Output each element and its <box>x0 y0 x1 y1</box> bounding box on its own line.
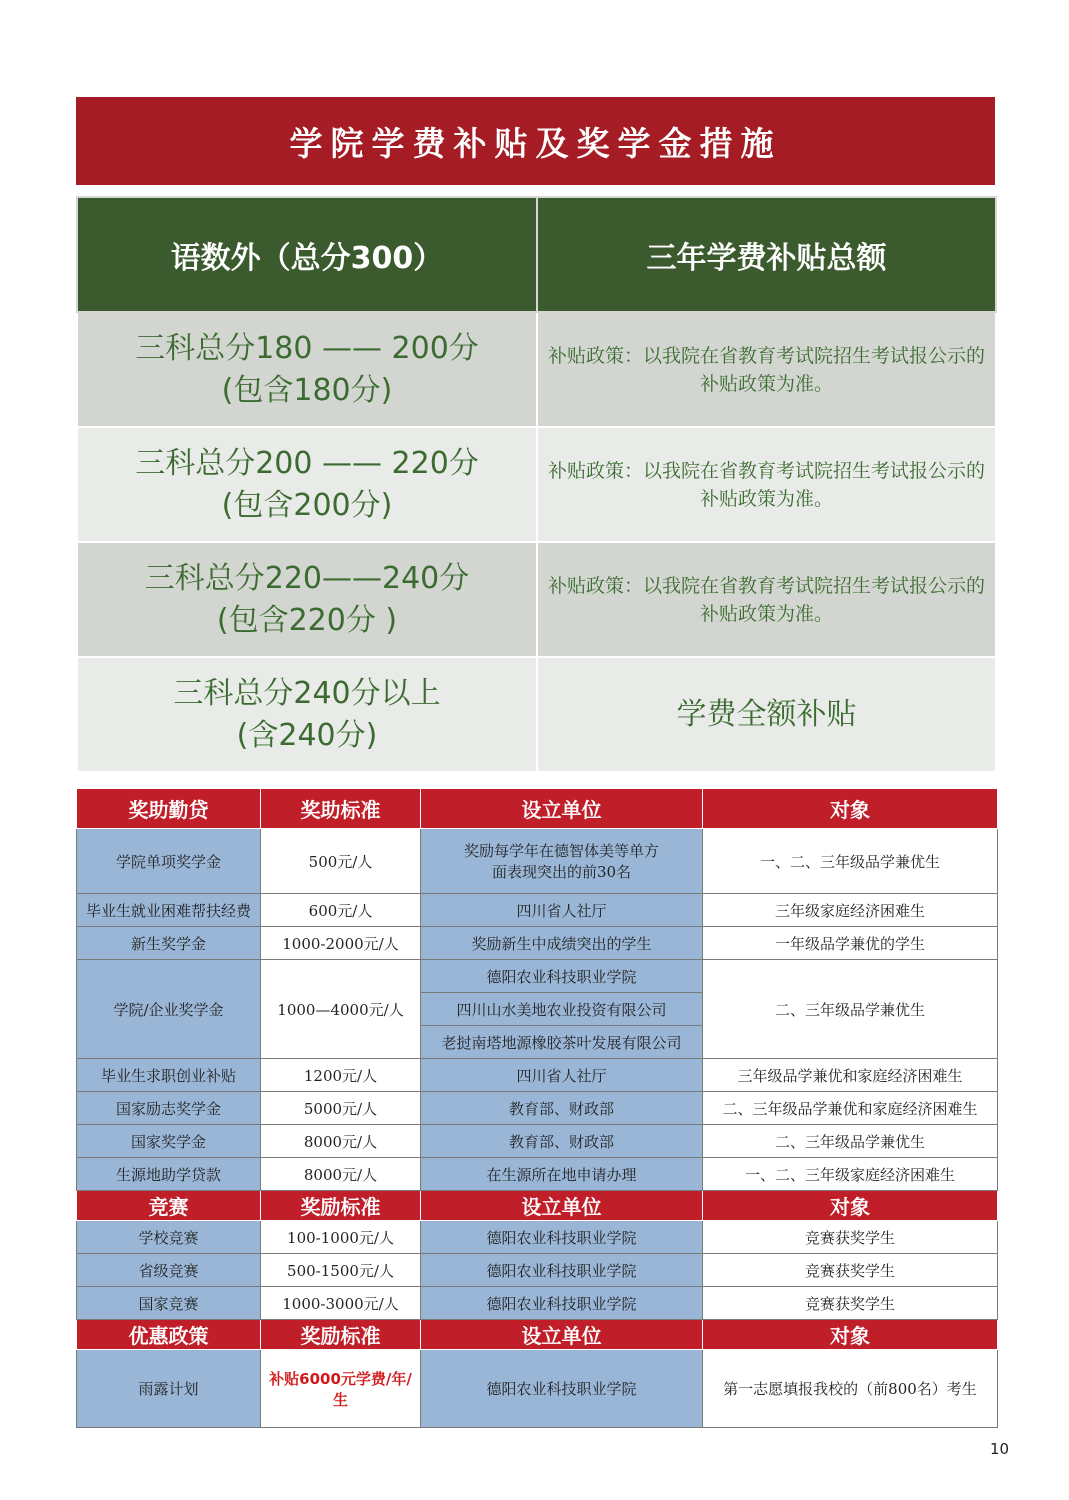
award-target: 二、三年级品学兼优和家庭经济困难生 <box>703 1092 998 1125</box>
header-cell: 设立单位 <box>421 1191 703 1221</box>
header-cell: 优惠政策 <box>77 1320 261 1350</box>
award-name: 雨露计划 <box>77 1350 261 1428</box>
awards-header-row <box>77 789 998 829</box>
award-target: 二、三年级品学兼优生 <box>703 960 998 1059</box>
award-unit: 教育部、财政部 <box>421 1125 703 1158</box>
table-row <box>77 1221 998 1254</box>
table-row <box>77 1125 998 1158</box>
award-standard: 补贴6000元学费/年/生 <box>261 1350 421 1428</box>
header-cell: 奖助勤贷 <box>77 789 261 829</box>
table-row <box>77 1350 998 1428</box>
subsidy-table <box>76 196 997 773</box>
award-name: 新生奖学金 <box>77 927 261 960</box>
subsidy-score: 三科总分180 —— 200分 (包含180分) <box>77 312 537 427</box>
award-name: 国家竞赛 <box>77 1287 261 1320</box>
award-standard: 8000元/人 <box>261 1158 421 1191</box>
award-standard: 1000-2000元/人 <box>261 927 421 960</box>
subsidy-policy: 补贴政策：以我院在省教育考试院招生考试报公示的补贴政策为准。 <box>537 427 996 542</box>
subsidy-row <box>77 312 996 427</box>
award-name: 学校竞赛 <box>77 1221 261 1254</box>
award-name: 学院/企业奖学金 <box>77 960 261 1059</box>
table-row <box>77 1254 998 1287</box>
award-unit: 德阳农业科技职业学院 <box>421 1350 703 1428</box>
subsidy-header-amount: 三年学费补贴总额 <box>537 197 996 312</box>
awards-header-row <box>77 1320 998 1350</box>
award-name: 毕业生就业困难帮扶经费 <box>77 894 261 927</box>
table-row <box>77 1158 998 1191</box>
header-cell: 奖励标准 <box>261 1320 421 1350</box>
table-row <box>77 927 998 960</box>
header-cell: 奖助标准 <box>261 789 421 829</box>
award-standard: 500元/人 <box>261 829 421 894</box>
award-unit: 四川省人社厅 <box>421 1059 703 1092</box>
award-unit: 德阳农业科技职业学院 <box>421 1221 703 1254</box>
header-cell: 竞赛 <box>77 1191 261 1221</box>
subsidy-row <box>77 657 996 772</box>
award-name: 学院单项奖学金 <box>77 829 261 894</box>
award-standard: 1000—4000元/人 <box>261 960 421 1059</box>
award-unit: 德阳农业科技职业学院 <box>421 960 703 993</box>
awards-header-row <box>77 1191 998 1221</box>
award-standard: 100-1000元/人 <box>261 1221 421 1254</box>
subsidy-score: 三科总分200 —— 220分 (包含200分) <box>77 427 537 542</box>
award-name: 国家奖学金 <box>77 1125 261 1158</box>
award-unit: 德阳农业科技职业学院 <box>421 1254 703 1287</box>
award-target: 三年级品学兼优和家庭经济困难生 <box>703 1059 998 1092</box>
subsidy-row <box>77 542 996 657</box>
award-standard: 600元/人 <box>261 894 421 927</box>
subsidy-row <box>77 427 996 542</box>
award-standard: 1000-3000元/人 <box>261 1287 421 1320</box>
award-unit: 德阳农业科技职业学院 <box>421 1287 703 1320</box>
award-name: 生源地助学贷款 <box>77 1158 261 1191</box>
table-row <box>77 1287 998 1320</box>
award-unit: 奖励每学年在德智体美等单方面表现突出的前30名 <box>421 829 703 894</box>
table-row <box>77 1059 998 1092</box>
header-cell: 对象 <box>703 789 998 829</box>
header-cell: 设立单位 <box>421 1320 703 1350</box>
subsidy-policy: 学费全额补贴 <box>537 657 996 772</box>
award-target: 竞赛获奖学生 <box>703 1254 998 1287</box>
award-unit: 教育部、财政部 <box>421 1092 703 1125</box>
header-cell: 设立单位 <box>421 789 703 829</box>
award-unit: 四川省人社厅 <box>421 894 703 927</box>
award-target: 竞赛获奖学生 <box>703 1221 998 1254</box>
award-unit: 在生源所在地申请办理 <box>421 1158 703 1191</box>
table-row <box>77 1092 998 1125</box>
award-name: 毕业生求职创业补贴 <box>77 1059 261 1092</box>
header-cell: 对象 <box>703 1320 998 1350</box>
page-number: 10 <box>990 1440 1010 1458</box>
award-unit: 四川山水美地农业投资有限公司 <box>421 993 703 1026</box>
subsidy-policy: 补贴政策：以我院在省教育考试院招生考试报公示的补贴政策为准。 <box>537 542 996 657</box>
table-row <box>77 829 998 894</box>
subsidy-score: 三科总分220——240分 (包含220分 ) <box>77 542 537 657</box>
award-standard: 5000元/人 <box>261 1092 421 1125</box>
award-unit: 奖励新生中成绩突出的学生 <box>421 927 703 960</box>
award-target: 一年级品学兼优的学生 <box>703 927 998 960</box>
award-standard: 8000元/人 <box>261 1125 421 1158</box>
award-target: 一、二、三年级家庭经济困难生 <box>703 1158 998 1191</box>
table-row <box>77 894 998 927</box>
page-banner-title: 学院学费补贴及奖学金措施 <box>76 97 995 185</box>
awards-table <box>76 788 998 1428</box>
award-standard: 1200元/人 <box>261 1059 421 1092</box>
award-unit: 老挝南塔地源橡胶茶叶发展有限公司 <box>421 1026 703 1059</box>
award-standard: 500-1500元/人 <box>261 1254 421 1287</box>
subsidy-policy: 补贴政策：以我院在省教育考试院招生考试报公示的补贴政策为准。 <box>537 312 996 427</box>
subsidy-score: 三科总分240分以上 (含240分) <box>77 657 537 772</box>
header-cell: 奖励标准 <box>261 1191 421 1221</box>
header-cell: 对象 <box>703 1191 998 1221</box>
subsidy-header-score: 语数外（总分300） <box>77 197 537 312</box>
award-target: 第一志愿填报我校的（前800名）考生 <box>703 1350 998 1428</box>
award-name: 国家励志奖学金 <box>77 1092 261 1125</box>
table-row <box>77 960 998 993</box>
award-target: 二、三年级品学兼优生 <box>703 1125 998 1158</box>
award-target: 一、二、三年级品学兼优生 <box>703 829 998 894</box>
award-target: 三年级家庭经济困难生 <box>703 894 998 927</box>
subsidy-header-row <box>77 197 996 312</box>
award-name: 省级竞赛 <box>77 1254 261 1287</box>
award-target: 竞赛获奖学生 <box>703 1287 998 1320</box>
